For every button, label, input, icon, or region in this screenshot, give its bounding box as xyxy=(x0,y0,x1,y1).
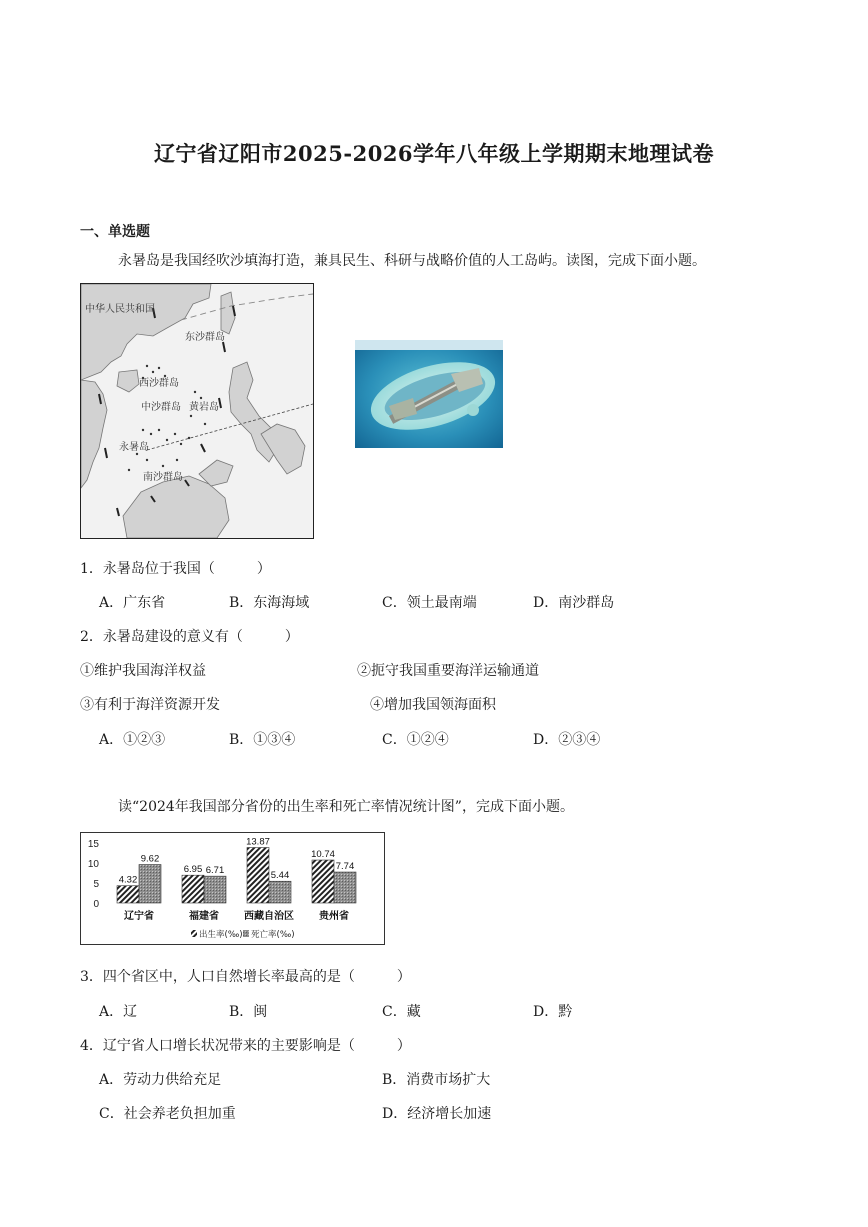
bar-value-label: 6.71 xyxy=(205,865,225,877)
q1-option-b[interactable]: B．东海海域 xyxy=(229,595,310,611)
q3-option-d[interactable]: D．黔 xyxy=(533,1004,573,1020)
chart-canvas xyxy=(81,833,384,944)
y-tick-label: 0 xyxy=(93,899,99,910)
yongshu-island-photo xyxy=(355,340,503,448)
bar-value-label: 6.95 xyxy=(183,864,203,876)
bar-value-label: 9.62 xyxy=(140,853,160,865)
map-label-huangyan: 黄岩岛 xyxy=(189,402,219,413)
death-rate-bar xyxy=(334,872,356,903)
bar-value-label: 4.32 xyxy=(118,874,138,886)
bar-value-label: 5.44 xyxy=(270,870,290,882)
q2-option-b[interactable]: B．①③④ xyxy=(229,732,296,748)
y-tick-label: 15 xyxy=(87,839,99,850)
q4-option-d[interactable]: D．经济增长加速 xyxy=(382,1106,492,1122)
q2-option-d[interactable]: D．②③④ xyxy=(533,732,601,748)
q1-option-a[interactable]: A．广东省 xyxy=(99,595,166,611)
death-rate-bar xyxy=(204,876,226,903)
legend-swatch-death xyxy=(243,930,249,937)
birth-death-rate-chart xyxy=(80,832,385,945)
q2-statement-2: ②扼守我国重要海洋运输通道 xyxy=(357,663,539,679)
q2-option-c[interactable]: C．①②④ xyxy=(382,732,449,748)
south-china-sea-map xyxy=(80,283,314,539)
death-rate-bar xyxy=(139,865,161,903)
birth-rate-bar xyxy=(247,848,269,903)
category-label: 贵州省 xyxy=(319,911,349,922)
map-label-country: 中华人民共和国 xyxy=(85,304,155,315)
y-tick-label: 10 xyxy=(87,859,99,870)
bar-value-label: 10.74 xyxy=(311,849,335,861)
map-label-nansha: 南沙群岛 xyxy=(143,472,183,483)
map-label-dongsha: 东沙群岛 xyxy=(185,332,225,343)
map-label-yongshu: 永暑岛 xyxy=(119,442,149,453)
q2-statement-4: ④增加我国领海面积 xyxy=(370,697,496,713)
bar-value-label: 13.87 xyxy=(246,836,270,848)
y-tick-label: 5 xyxy=(93,879,99,890)
q4-option-c[interactable]: C．社会养老负担加重 xyxy=(99,1106,236,1122)
section-heading: 一、单选题 xyxy=(80,224,150,240)
legend-label-death: 死亡率(‰) xyxy=(251,930,295,940)
q2-statement-1: ①维护我国海洋权益 xyxy=(80,663,206,679)
page-title: 辽宁省辽阳市2025-2026学年八年级上学期期末地理试卷 xyxy=(153,141,715,166)
q1-stem: 1．永暑岛位于我国（ ） xyxy=(80,561,271,577)
q1-option-c[interactable]: C．领土最南端 xyxy=(382,595,477,611)
bar-value-label: 7.74 xyxy=(335,861,355,873)
map-label-zhongsha: 中沙群岛 xyxy=(141,402,181,413)
map-label-xisha: 西沙群岛 xyxy=(139,378,179,389)
birth-rate-bar xyxy=(312,860,334,903)
legend-swatch-birth xyxy=(191,930,197,937)
category-label: 西藏自治区 xyxy=(244,911,294,922)
category-label: 福建省 xyxy=(189,911,219,922)
q4-stem: 4．辽宁省人口增长状况带来的主要影响是（ ） xyxy=(80,1038,411,1054)
group1-intro: 永暑岛是我国经吹沙填海打造，兼具民生、科研与战略价值的人工岛屿。读图，完成下面小题。 xyxy=(118,253,706,269)
group2-intro: 读“2024年我国部分省份的出生率和死亡率情况统计图”，完成下面小题。 xyxy=(118,799,574,815)
birth-rate-bar xyxy=(182,875,204,903)
legend-label-birth: 出生率(‰) xyxy=(199,930,243,940)
birth-rate-bar xyxy=(117,886,139,903)
q4-option-a[interactable]: A．劳动力供给充足 xyxy=(99,1072,222,1088)
category-label: 辽宁省 xyxy=(124,911,154,922)
q3-stem: 3．四个省区中，人口自然增长率最高的是（ ） xyxy=(80,969,411,985)
q3-option-b[interactable]: B．闽 xyxy=(229,1004,268,1020)
q3-option-a[interactable]: A．辽 xyxy=(99,1004,138,1020)
q4-option-b[interactable]: B．消费市场扩大 xyxy=(382,1072,491,1088)
q1-option-d[interactable]: D．南沙群岛 xyxy=(533,595,615,611)
q3-option-c[interactable]: C．藏 xyxy=(382,1004,421,1020)
q2-statement-3: ③有利于海洋资源开发 xyxy=(80,697,220,713)
map-graphic xyxy=(81,284,313,538)
death-rate-bar xyxy=(269,881,291,903)
q2-option-a[interactable]: A．①②③ xyxy=(99,732,166,748)
q2-stem: 2．永暑岛建设的意义有（ ） xyxy=(80,629,299,645)
